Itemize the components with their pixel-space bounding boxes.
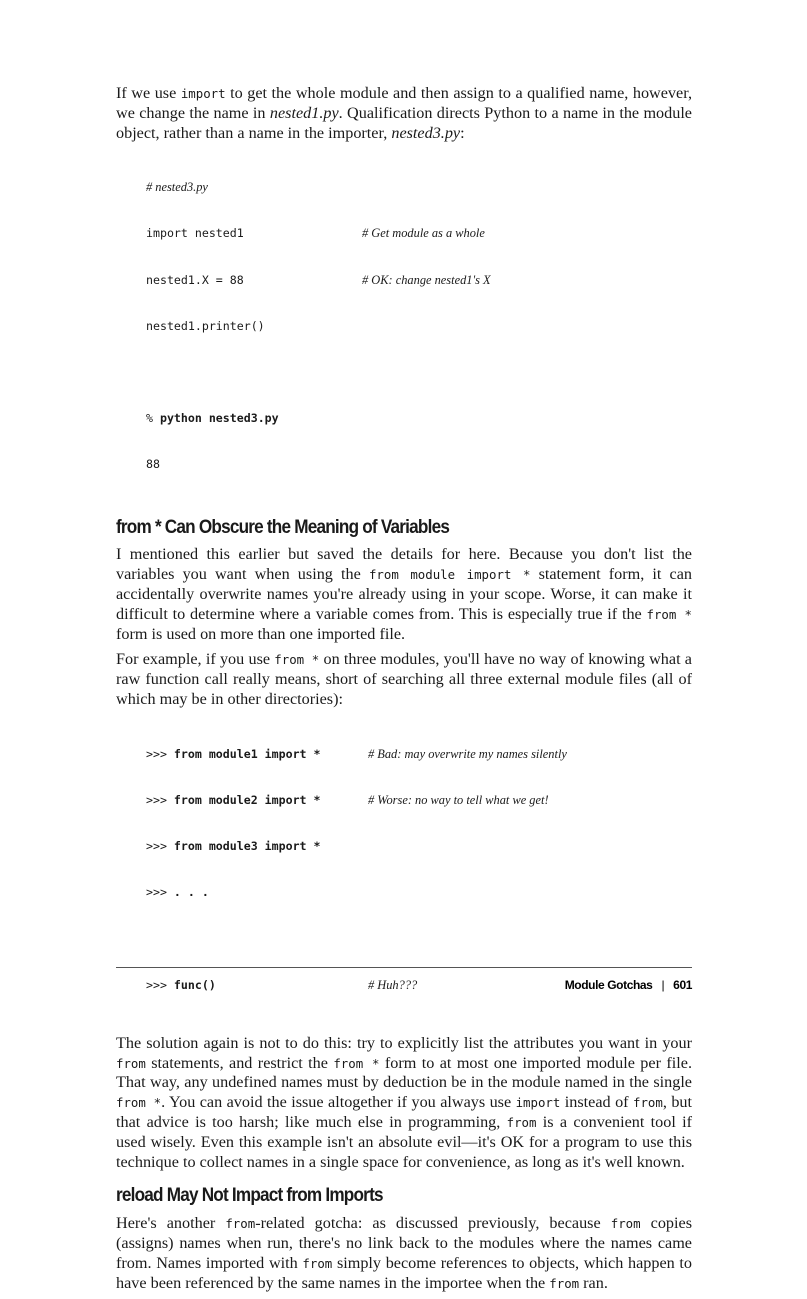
paragraph-reload-gotcha: Here's another from-related gotcha: as discussed previously, because from copies (assigns) names when run, there's no link back to the modules where the names came from. Names imported with from simply become references to objects, which happen to have been referenced by the same names in the importee when the from ran. xyxy=(116,1214,693,1292)
footer-separator: | xyxy=(661,978,665,992)
page-number: 601 xyxy=(673,978,692,992)
page-body xyxy=(116,84,692,1299)
paragraph-import-qualification: If we use import to get the whole module and then assign to a qualified name, however, we change the name in nested1.py. Qualification directs Python to a name in the module object, rather than a name in the importer, nested3.py: xyxy=(116,84,692,142)
section-heading-from-star: from * Can Obscure the Meaning of Variables xyxy=(116,515,450,538)
paragraph-from-star-example: For example, if you use from * on three modules, you'll have no way of knowing what a raw function call really means, short of searching all three external module files (all of which may be in other directories): xyxy=(116,650,692,708)
paragraph-from-star-intro: I mentioned this earlier but saved the details for here. Because you don't list the variables you want when using the from module import * statement form, it can accidentally overwrite names you're already using in your scope. Worse, it can make it difficult to determine where a variable comes from. This is especially true if the from * form is used on more than one imported file. xyxy=(116,545,692,643)
section-heading-reload: reload May Not Impact from Imports xyxy=(116,1184,383,1207)
page-footer xyxy=(116,967,692,992)
paragraph-solution: The solution again is not to do this: try to explicitly list the attributes you want in your from statements, and restrict the from * form to at most one imported module per file. That way, any undefined names must by deduction be in the module named in the single from *. You can avoid the issue altogether if you always use import instead of from, but that advice is too harsh; like much else in programming, from is a convenient tool if used wisely. Even this example isn't an absolute evil—it's OK for a program to use this technique to collect names in a single space for convenience, as long as it's well known. xyxy=(116,1033,693,1171)
code-block-nested3: # nested3.py import nested1 # Get module as a whole nested1.X = 88 # OK: change nested1's X nested1.printer() % python nested3.py 88 xyxy=(146,180,491,472)
footer-text xyxy=(565,978,692,992)
footer-section-title: Module Gotchas xyxy=(564,978,653,992)
code-block-modules: >>> from module1 import * # Bad: may overwrite my names silently >>> from module2 import * # Worse: no way to tell what we get! >>> from module3 import * >>> . . . >>> func() # Huh??? xyxy=(146,746,567,992)
